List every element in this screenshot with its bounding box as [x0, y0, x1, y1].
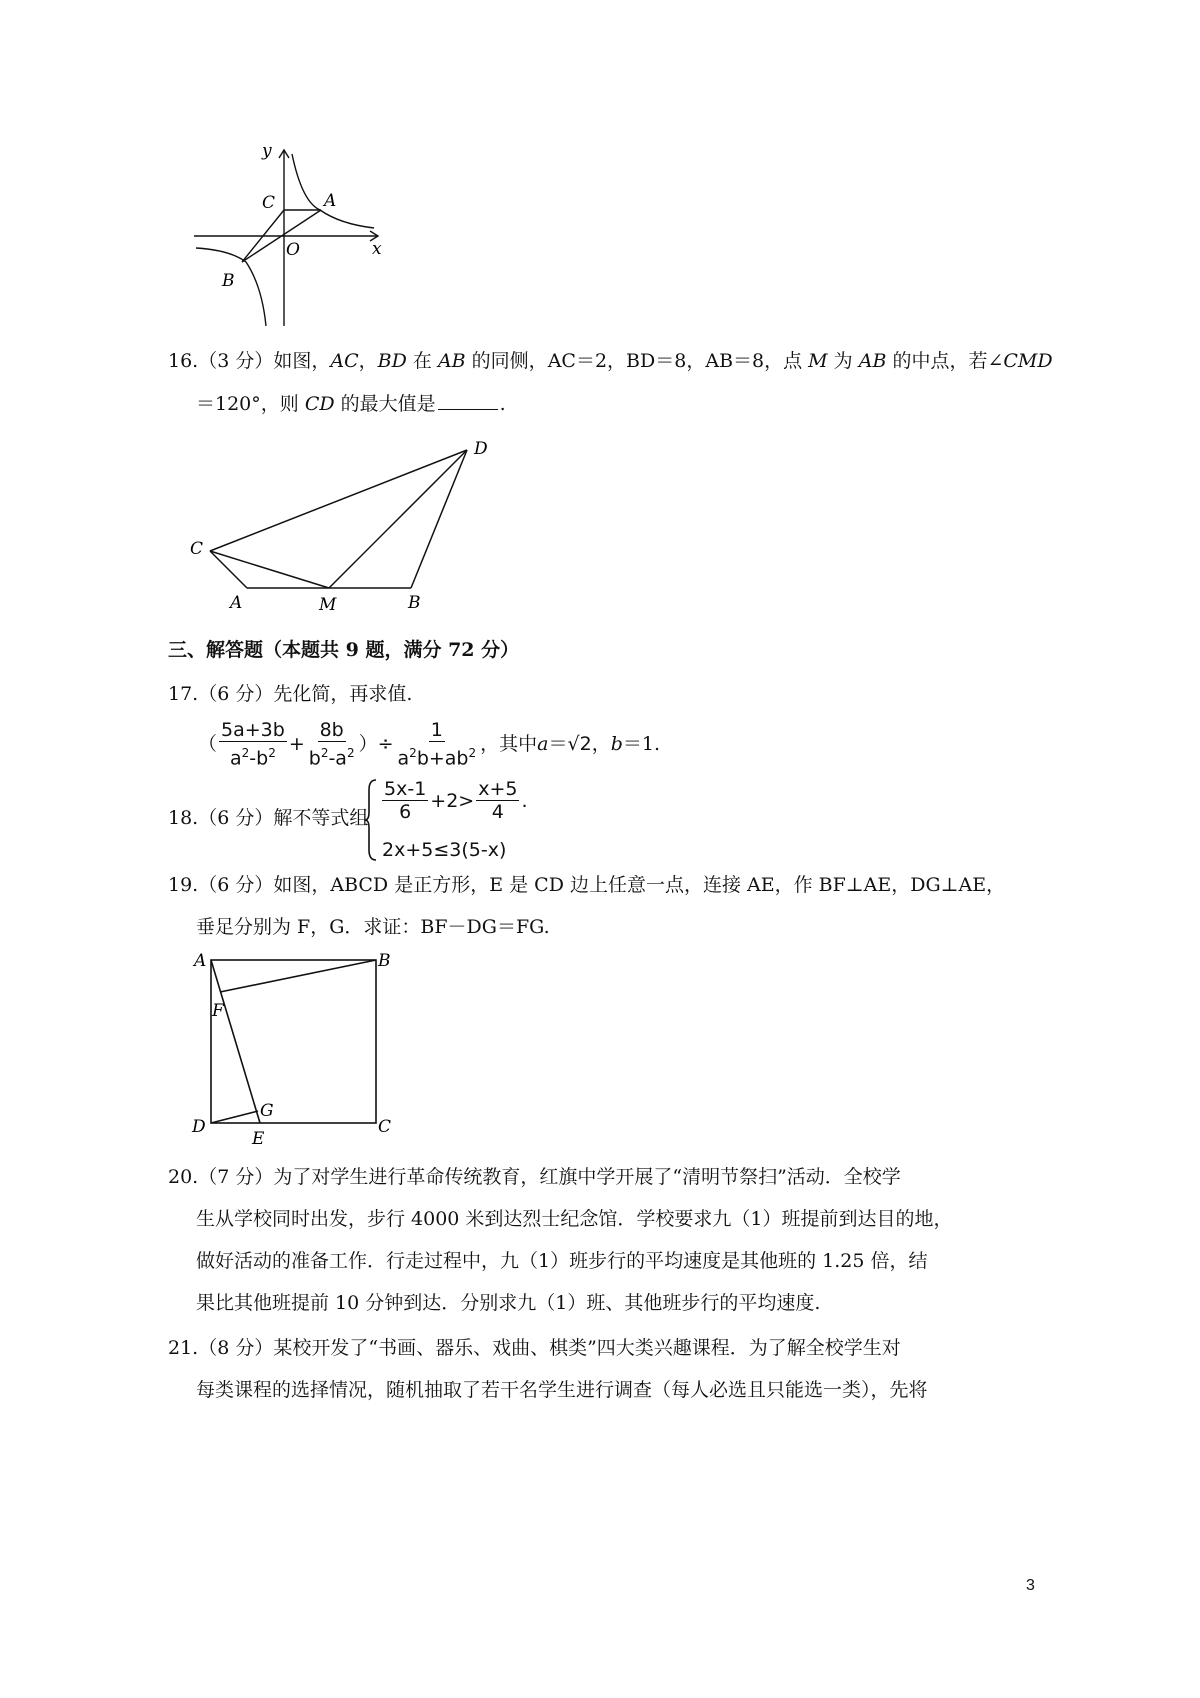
q17-a: a	[537, 733, 549, 755]
q18-inequality-2: 2x+5≤3(5-x)	[382, 839, 507, 861]
q16-number: 16.	[168, 350, 199, 372]
q16-bd: BD	[377, 350, 407, 372]
q16-ab: AB	[858, 350, 887, 372]
segment-AE	[211, 960, 260, 1123]
q16-text: 在	[406, 350, 438, 372]
q18-number: 18.	[168, 807, 199, 829]
q16-ab: AB	[437, 350, 466, 372]
num: 5x-1	[384, 778, 427, 800]
q21-text: 某校开发了“书画、器乐、戏曲、棋类”四大类兴趣课程．为了解全校学生对	[273, 1337, 901, 1359]
segment-DB	[411, 450, 467, 588]
q17-paren: （	[198, 733, 218, 755]
var: -a	[328, 747, 347, 770]
q20-line3: 做好活动的准备工作．行走过程中，九（1）班步行的平均速度是其他班的 1.25 倍，结	[196, 1250, 928, 1272]
q19-text: 如图，ABCD 是正方形，E 是 CD 边上任意一点，连接 AE，作 BF⊥AE，DG⊥AE，	[273, 874, 1006, 896]
q17-f2-den	[307, 742, 357, 769]
q16-bd-val: BD＝8，	[626, 350, 706, 372]
q16-text: 的最大值是	[334, 393, 436, 415]
label-y: y	[262, 141, 272, 161]
label-M: M	[319, 595, 337, 615]
q17-fraction-1	[219, 719, 287, 769]
q16-text: ，	[358, 350, 378, 372]
q17-text: 先化简，再求值.	[273, 683, 413, 705]
label-C: C	[190, 539, 204, 559]
label-B: B	[222, 271, 235, 291]
segment-DG	[211, 1111, 258, 1123]
label-F: F	[212, 1001, 224, 1021]
segment-BF	[220, 960, 376, 992]
q18-text: 解不等式组	[273, 807, 369, 829]
q19-number: 19.	[168, 874, 199, 896]
q16-text: ＝120°，则	[196, 393, 305, 415]
label-x: x	[372, 239, 382, 259]
q21-number: 21.	[168, 1337, 199, 1359]
q17-sqrt: √2	[567, 733, 592, 755]
q18-inequality-1	[380, 778, 528, 823]
section-title: 三、解答题（本题共 9 题，满分 72 分）	[168, 639, 520, 661]
exp: 2	[268, 745, 276, 760]
var: b+ab	[416, 747, 469, 770]
figure-q16-triangle	[186, 430, 506, 615]
q20-line4: 果比其他班提前 10 分钟到达．分别求九（1）班、其他班步行的平均速度.	[196, 1292, 821, 1314]
figure-q19-square	[188, 946, 408, 1146]
figure-q15-hyperbola	[190, 140, 400, 330]
q16-ab-val: AB＝8，点	[705, 350, 809, 372]
label-O: O	[286, 240, 300, 260]
label-A: A	[324, 191, 337, 211]
q17-f3-num: 1	[430, 718, 443, 741]
q17-plus: +	[288, 733, 305, 755]
q17-f3-den	[396, 742, 479, 769]
exp: 2	[468, 745, 477, 760]
q16-m: M	[808, 350, 828, 372]
q17-div: ）÷	[358, 733, 394, 755]
q17-f1-den	[228, 742, 278, 769]
segment-MD	[329, 450, 467, 588]
q20-text: 为了对学生进行革命传统教育，红旗中学开展了“清明节祭扫”活动．全校学	[273, 1166, 901, 1188]
answer-blank[interactable]	[438, 391, 498, 410]
label-C: C	[262, 193, 276, 213]
q18-brace-icon	[364, 778, 378, 862]
q19-line1	[168, 873, 1005, 897]
label-D: D	[192, 1117, 206, 1137]
segment-CD	[210, 450, 467, 551]
q18-label	[168, 806, 368, 830]
q17-b-val: ＝1.	[622, 733, 661, 755]
q16-ac-val: AC＝2，	[547, 350, 627, 372]
q16-line1	[168, 349, 1053, 373]
q21-score: （8 分）	[198, 1337, 274, 1359]
q20-number: 20.	[168, 1166, 199, 1188]
q17-comma: ，	[591, 733, 611, 755]
q16-text: .	[499, 393, 506, 415]
page-number: 3	[1026, 1577, 1035, 1594]
q16-text: 的同侧，	[465, 350, 548, 372]
den: 6	[399, 801, 412, 823]
q20-score: （7 分）	[198, 1166, 274, 1188]
q17-expression	[198, 714, 660, 774]
q20-line1	[168, 1165, 901, 1189]
q16-text: 为	[827, 350, 859, 372]
den: 4	[491, 801, 504, 823]
label-C: C	[378, 1117, 392, 1137]
q17-f2-num: 8b	[319, 718, 344, 741]
var: a	[229, 747, 242, 770]
num: x+5	[478, 778, 518, 800]
label-B: B	[408, 593, 421, 613]
exp: 2	[320, 745, 329, 760]
q18-mid: +2>	[430, 789, 475, 812]
q19-line2: 垂足分别为 F，G．求证：BF－DG＝FG.	[196, 916, 550, 938]
exp: 2	[346, 745, 355, 760]
q21-line1	[168, 1336, 901, 1360]
q16-text: 如图，	[273, 350, 331, 372]
q17-fraction-3	[396, 719, 479, 769]
exp: 2	[241, 745, 250, 760]
label-E: E	[252, 1129, 265, 1146]
q18-end: .	[521, 789, 528, 812]
q16-cd: CD	[304, 393, 335, 415]
label-B: B	[378, 951, 391, 971]
q17-number: 17.	[168, 683, 199, 705]
label-A: A	[230, 593, 243, 613]
q17-where: ，其中	[480, 733, 538, 755]
q17-f1-num: 5a+3b	[221, 718, 285, 741]
var: a	[397, 747, 410, 770]
label-A: A	[194, 951, 207, 971]
q21-line2: 每类课程的选择情况，随机抽取了若干名学生进行调查（每人必选且只能选一类），先将	[196, 1379, 928, 1401]
q16-line2	[196, 391, 506, 416]
q16-ac: AC	[330, 350, 359, 372]
q17-eq: ＝	[548, 733, 568, 755]
q17-score: （6 分）	[198, 683, 274, 705]
q18-score: （6 分）	[198, 807, 274, 829]
q20-line2: 生从学校同时出发，步行 4000 米到达烈士纪念馆．学校要求九（1）班提前到达目的地，	[196, 1208, 953, 1230]
label-D: D	[474, 439, 488, 459]
q17-b: b	[610, 733, 623, 755]
var: -b	[249, 747, 269, 770]
q16-score: （3 分）	[198, 350, 274, 372]
q17-line1	[168, 682, 412, 706]
q18-frac-2	[476, 778, 519, 823]
q16-text: 的中点，若∠	[886, 350, 1004, 372]
label-G: G	[260, 1101, 274, 1121]
q17-fraction-2	[307, 719, 357, 769]
exp: 2	[409, 745, 417, 760]
q16-cmd: CMD	[1003, 350, 1053, 372]
var: b	[308, 747, 321, 770]
q18-frac-1	[382, 778, 428, 823]
q19-score: （6 分）	[198, 874, 274, 896]
